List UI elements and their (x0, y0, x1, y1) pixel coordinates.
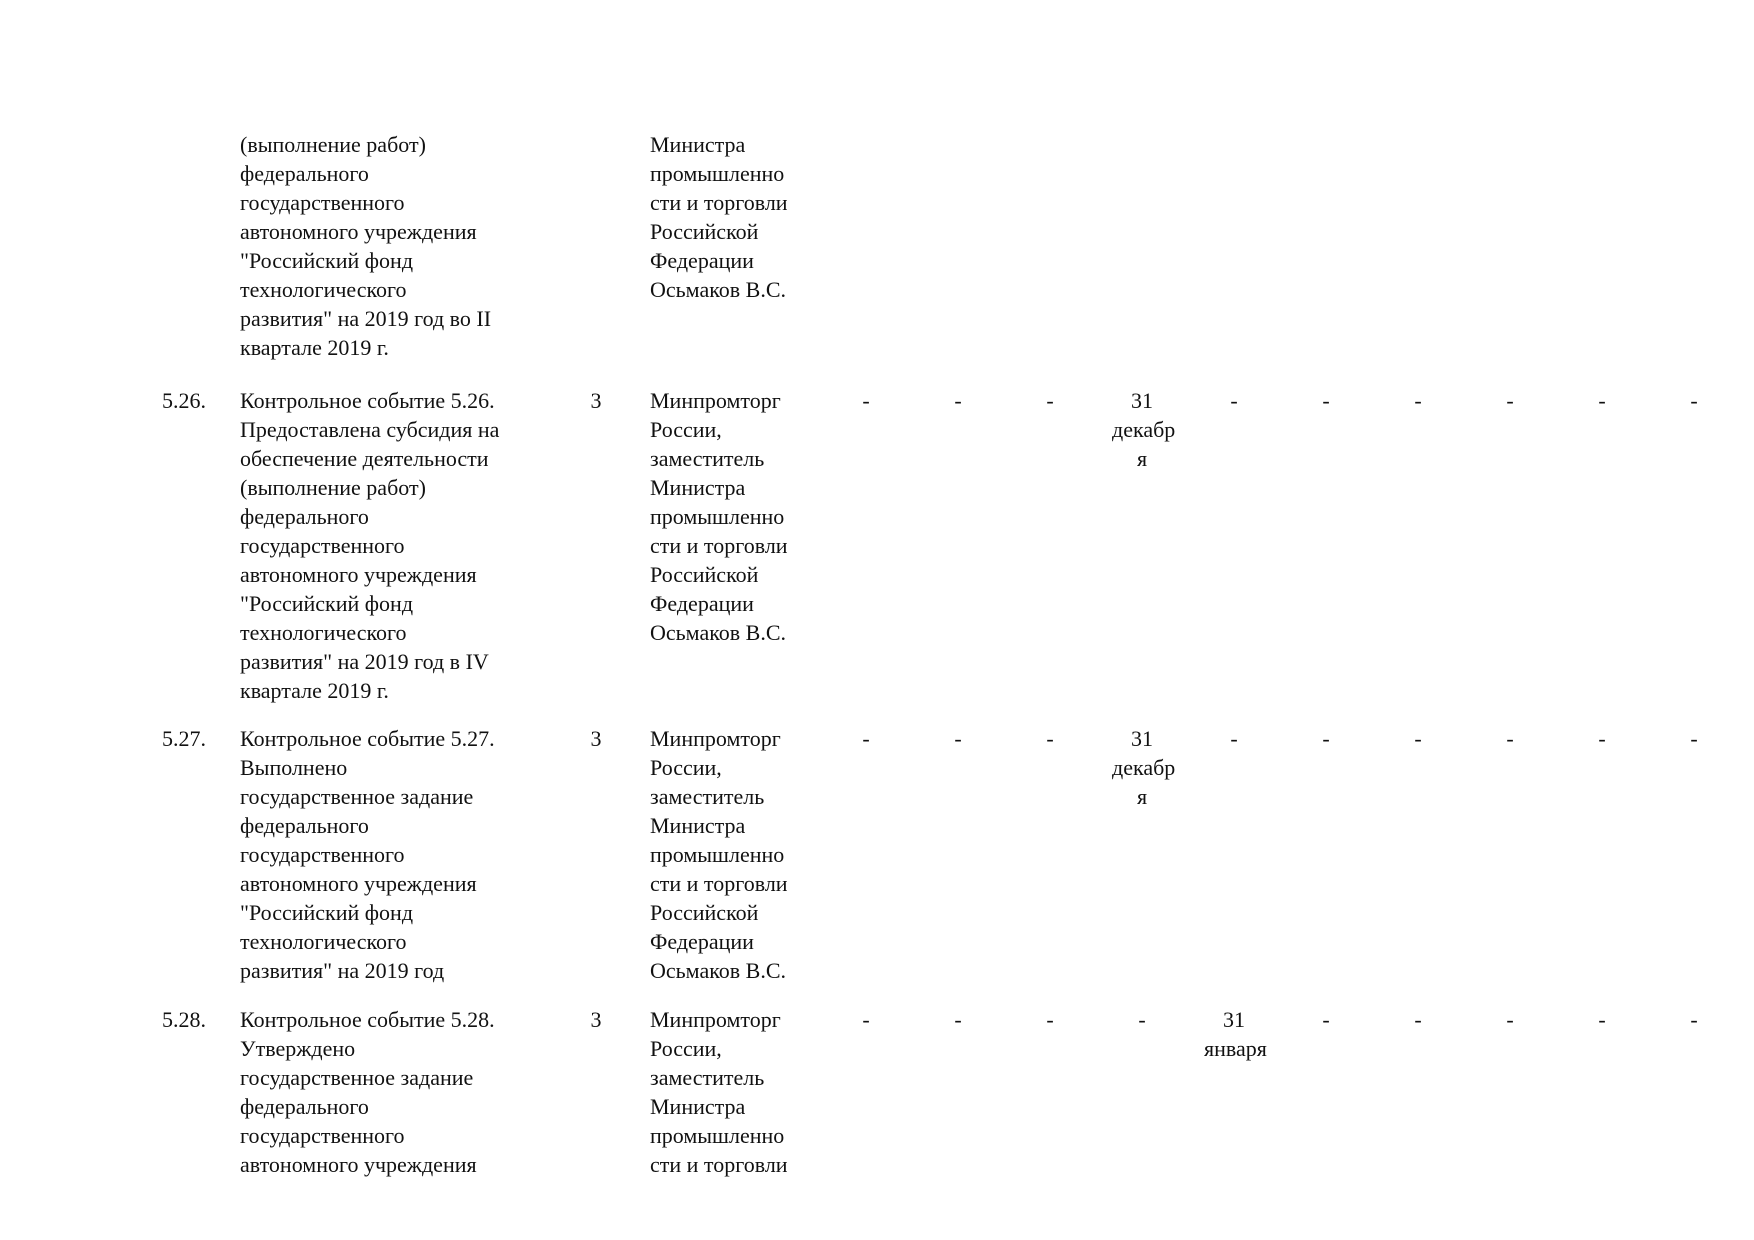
text-line: 3 (590, 1007, 602, 1032)
period-cell (1296, 386, 1356, 415)
text-line: 31 (1131, 388, 1153, 413)
text-line: Министра (650, 132, 746, 157)
text-line: Осьмаков В.С. (650, 958, 787, 983)
text-line: федерального (240, 1094, 369, 1119)
event-number (162, 386, 232, 415)
text-line: промышленно (650, 504, 785, 529)
text-line: федерального (240, 504, 369, 529)
text-line: промышленно (650, 842, 785, 867)
period-cell (1020, 386, 1080, 415)
event-level (588, 386, 604, 415)
text-line: промышленно (650, 1123, 785, 1148)
text-line: Федерации (650, 591, 754, 616)
text-line: Министра (650, 813, 746, 838)
text-line: - (862, 388, 870, 413)
text-line: - (1598, 388, 1606, 413)
text-line: Министра (650, 1094, 746, 1119)
text-line: 3 (590, 726, 602, 751)
text-line: Федерации (650, 248, 754, 273)
period-cell (1480, 724, 1540, 753)
text-line: государственного (240, 533, 405, 558)
text-line: - (1322, 726, 1330, 751)
text-line: 3 (590, 388, 602, 413)
text-line: технологического (240, 929, 407, 954)
text-line: Министра (650, 475, 746, 500)
text-line: "Российский фонд (240, 900, 414, 925)
period-cell (836, 386, 896, 415)
text-line: - (1046, 388, 1054, 413)
text-line: Осьмаков В.С. (650, 277, 787, 302)
text-line: автономного учреждения (240, 1152, 477, 1177)
event-description (240, 724, 550, 985)
event-level (588, 724, 604, 753)
period-cell (1204, 724, 1264, 753)
text-line: автономного учреждения (240, 219, 477, 244)
text-line: Российской (650, 562, 759, 587)
text-line: - (1598, 726, 1606, 751)
period-cell (836, 724, 896, 753)
text-line: Федерации (650, 929, 754, 954)
period-cell (1480, 1005, 1540, 1034)
text-line: 5.27. (162, 726, 206, 751)
text-line: - (954, 388, 962, 413)
text-line: (выполнение работ) (240, 132, 426, 157)
text-line: обеспечение деятельности (240, 446, 489, 471)
text-line: - (862, 726, 870, 751)
text-line: (выполнение работ) (240, 475, 426, 500)
event-description (240, 1005, 550, 1179)
text-line: заместитель (650, 446, 765, 471)
text-line: Минпромторг (650, 726, 781, 751)
text-line: января (1204, 1036, 1267, 1061)
period-cell (1296, 724, 1356, 753)
period-cell (1572, 386, 1632, 415)
event-number (162, 1005, 232, 1034)
text-line: 31 (1131, 726, 1153, 751)
text-line: заместитель (650, 1065, 765, 1090)
text-line: Минпромторг (650, 388, 781, 413)
text-line: сти и торговли (650, 533, 788, 558)
text-line: Выполнено (240, 755, 348, 780)
text-line: развития" на 2019 год в IV (240, 649, 489, 674)
period-cell (1664, 1005, 1724, 1034)
text-line: - (1690, 726, 1698, 751)
responsible-executor (650, 130, 850, 304)
period-cell (1388, 386, 1448, 415)
period-cell (836, 1005, 896, 1034)
text-line: - (1046, 1007, 1054, 1032)
text-line: России, (650, 755, 722, 780)
period-cell (1112, 724, 1176, 811)
period-cell (1572, 724, 1632, 753)
text-line: декабр (1112, 755, 1176, 780)
period-cell (1020, 1005, 1080, 1034)
text-line: Российской (650, 219, 759, 244)
text-line: - (862, 1007, 870, 1032)
responsible-executor (650, 724, 850, 985)
text-line: - (1230, 388, 1238, 413)
text-line: федерального (240, 813, 369, 838)
text-line: - (1506, 726, 1514, 751)
text-line: государственного (240, 842, 405, 867)
text-line: - (1506, 1007, 1514, 1032)
text-line: - (1138, 1007, 1146, 1032)
text-line: я (1136, 784, 1148, 809)
text-line: автономного учреждения (240, 562, 477, 587)
period-cell (1388, 724, 1448, 753)
period-cell (1664, 724, 1724, 753)
text-line: квартале 2019 г. (240, 335, 389, 360)
text-line: Утверждено (240, 1036, 356, 1061)
text-line: государственное задание (240, 1065, 474, 1090)
text-line: - (1414, 1007, 1422, 1032)
text-line: Контрольное событие 5.28. (240, 1007, 495, 1032)
text-line: Контрольное событие 5.27. (240, 726, 495, 751)
text-line: сти и торговли (650, 1152, 788, 1177)
period-cell (1204, 386, 1264, 415)
text-line: 5.26. (162, 388, 206, 413)
text-line: 5.28. (162, 1007, 206, 1032)
period-cell (1204, 1005, 1267, 1063)
responsible-executor (650, 386, 850, 647)
text-line: "Российский фонд (240, 591, 414, 616)
text-line: Контрольное событие 5.26. (240, 388, 495, 413)
text-line: - (954, 726, 962, 751)
text-line: государственного (240, 190, 405, 215)
text-line: автономного учреждения (240, 871, 477, 896)
event-description (240, 130, 550, 362)
period-cell (928, 724, 988, 753)
text-line: заместитель (650, 784, 765, 809)
text-line: Предоставлена субсидия на (240, 417, 500, 442)
text-line: развития" на 2019 год во II (240, 306, 492, 331)
text-line: - (1690, 388, 1698, 413)
text-line: - (1414, 388, 1422, 413)
event-description (240, 386, 550, 705)
text-line: сти и торговли (650, 190, 788, 215)
period-cell (1388, 1005, 1448, 1034)
period-cell (928, 1005, 988, 1034)
text-line: - (1322, 388, 1330, 413)
text-line: "Российский фонд (240, 248, 414, 273)
text-line: - (1414, 726, 1422, 751)
text-line: Осьмаков В.С. (650, 620, 787, 645)
text-line: - (1690, 1007, 1698, 1032)
period-cell (1112, 1005, 1172, 1034)
text-line: - (954, 1007, 962, 1032)
text-line: промышленно (650, 161, 785, 186)
period-cell (1112, 386, 1176, 473)
text-line: 31 (1223, 1007, 1245, 1032)
period-cell (1664, 386, 1724, 415)
text-line: сти и торговли (650, 871, 788, 896)
text-line: Российской (650, 900, 759, 925)
text-line: государственное задание (240, 784, 474, 809)
text-line: технологического (240, 620, 407, 645)
text-line: Минпромторг (650, 1007, 781, 1032)
period-cell (1480, 386, 1540, 415)
period-cell (1020, 724, 1080, 753)
period-cell (1572, 1005, 1632, 1034)
text-line: - (1506, 388, 1514, 413)
text-line: - (1230, 726, 1238, 751)
text-line: - (1046, 726, 1054, 751)
event-number (162, 724, 232, 753)
text-line: квартале 2019 г. (240, 678, 389, 703)
text-line: России, (650, 1036, 722, 1061)
text-line: - (1322, 1007, 1330, 1032)
text-line: технологического (240, 277, 407, 302)
text-line: федерального (240, 161, 369, 186)
period-cell (928, 386, 988, 415)
text-line: декабр (1112, 417, 1176, 442)
text-line: я (1136, 446, 1148, 471)
event-level (588, 1005, 604, 1034)
text-line: - (1598, 1007, 1606, 1032)
responsible-executor (650, 1005, 850, 1179)
text-line: России, (650, 417, 722, 442)
text-line: государственного (240, 1123, 405, 1148)
text-line: развития" на 2019 год (240, 958, 445, 983)
period-cell (1296, 1005, 1356, 1034)
